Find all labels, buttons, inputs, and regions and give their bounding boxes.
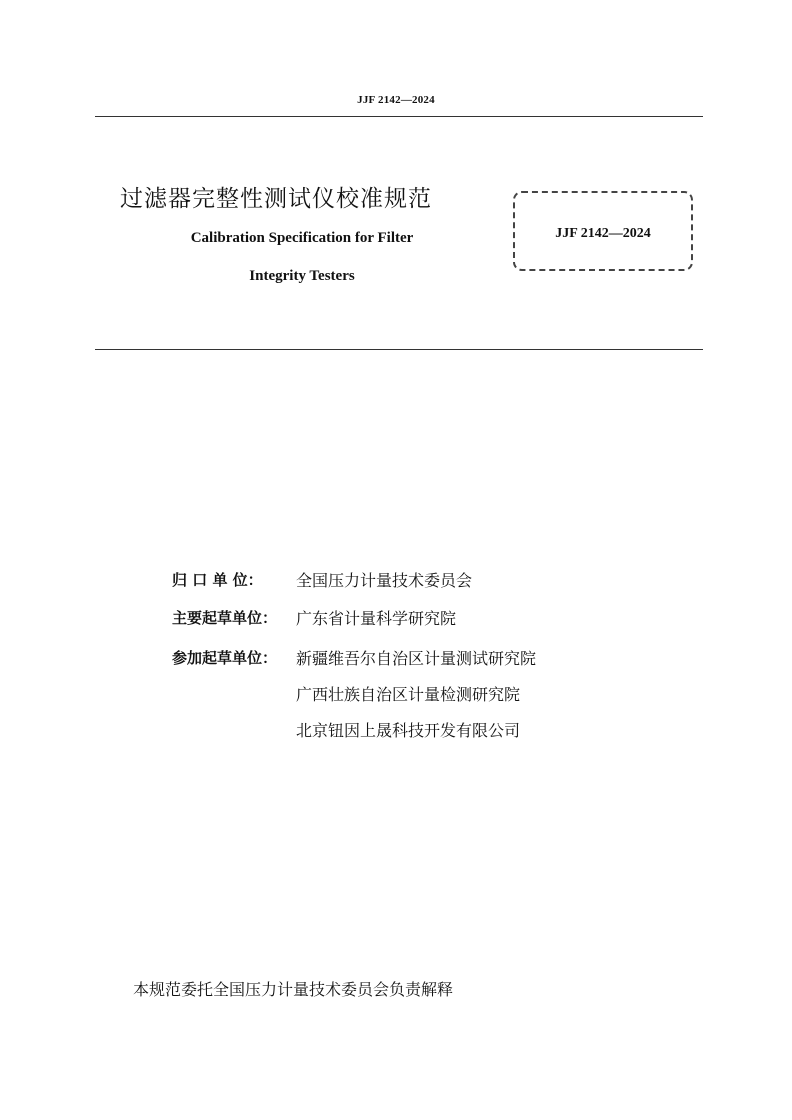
org-value-responsible: 全国压力计量技术委员会 — [296, 570, 473, 590]
title-section-rule — [95, 349, 703, 350]
org-value-main-drafting: 广东省计量科学研究院 — [296, 608, 457, 628]
org-value-participating-3: 北京钮因上晟科技开发有限公司 — [296, 721, 521, 740]
org-label-participating: 参加起草单位： — [172, 648, 278, 667]
title-english-line-2: Integrity Testers — [249, 268, 355, 284]
standard-code-box-text: JJF 2142—2024 — [555, 226, 651, 241]
header-rule — [95, 116, 703, 117]
org-label-main-drafting: 主要起草单位： — [172, 608, 278, 627]
org-row-responsible — [172, 567, 472, 591]
header-standard-code: JJF 2142—2024 — [357, 94, 435, 106]
footer-interpretation-note: 本规范委托全国压力计量技术委员会负责解释 — [133, 980, 454, 999]
org-row-main-drafting — [172, 605, 456, 629]
org-row-participating — [172, 645, 536, 669]
title-chinese: 过滤器完整性测试仪校准规范 — [120, 186, 432, 212]
org-value-participating-1: 新疆维吾尔自治区计量测试研究院 — [296, 648, 537, 668]
org-label-responsible: 归 口 单 位： — [172, 570, 263, 589]
title-english-line-1: Calibration Specification for Filter — [190, 230, 414, 246]
org-value-participating-2: 广西壮族自治区计量检测研究院 — [296, 685, 521, 704]
